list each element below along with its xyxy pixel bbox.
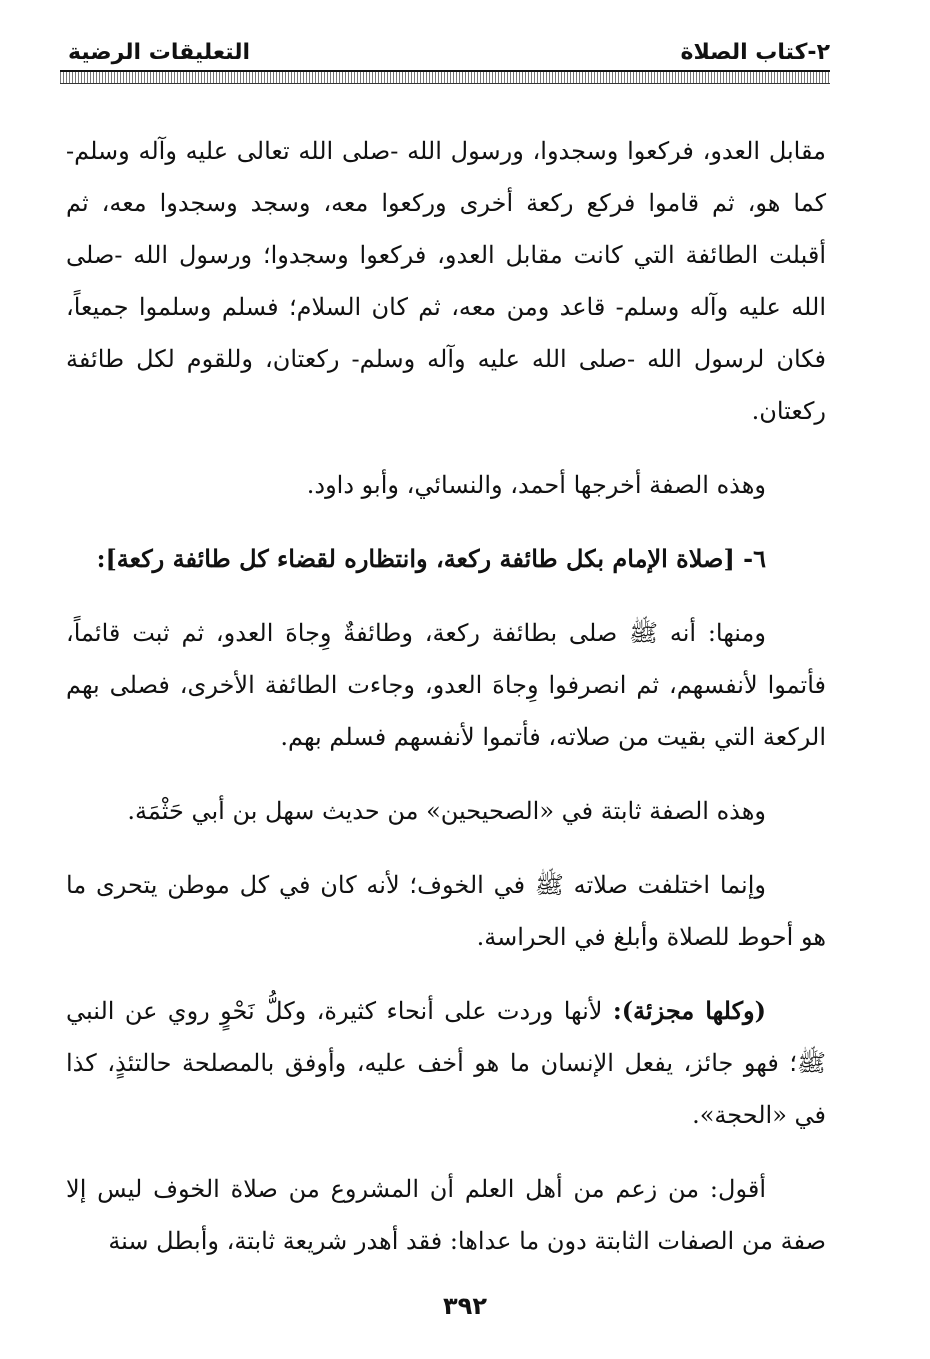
book-title: التعليقات الرضية xyxy=(68,40,251,65)
page-body xyxy=(66,125,826,1267)
commentary-text: لأنها وردت على أنحاء كثيرة، وكلُّ نَحْوٍ روي عن النبي ﷺ؛ فهو جائز، يفعل الإنسان ما هو أخف عليه، وأوفق بالمصلحة حالتئذٍ، كذا في «الحجة». xyxy=(66,997,826,1129)
paragraph-continued: مقابل العدو، فركعوا وسجدوا، ورسول الله -صلى الله تعالى عليه وآله وسلم- كما هو، ثم قاموا فركع ركعة أخرى وركعوا معه، وسجد وسجدوا معه، ثم أقبلت الطائفة التي كانت مقابل العدو، فركعوا وسجدوا؛ ورسول الله -صلى الله عليه وآله وسلم- قاعد ومن معه، ثم كان السلام؛ فسلم وسلموا جميعاً، فكان لرسول الله -صلى الله عليه وآله وسلم- ركعتان، وللقوم لكل طائفة ركعتان. xyxy=(66,137,826,425)
chapter-title: ٢-كتاب الصلاة xyxy=(680,40,830,65)
paragraph-source: وهذه الصفة أخرجها أحمد، والنسائي، وأبو داود. xyxy=(306,471,766,499)
paragraph-commentary xyxy=(66,985,826,1141)
paragraph-source-2: وهذه الصفة ثابتة في «الصحيحين» من حديث سهل بن أبي حَثْمَة. xyxy=(127,797,766,825)
page-number: ٣٩٢ xyxy=(443,1292,487,1320)
section-heading: ٦- [صلاة الإمام بكل طائفة ركعة، وانتظاره لقضاء كل طائفة ركعة]: xyxy=(96,544,766,573)
paragraph-author-note: أقول: من زعم من أهل العلم أن المشروع من صلاة الخوف ليس إلا صفة من الصفات الثابتة دون ما عداها: فقد أهدر شريعة ثابتة، وأبطل سنة xyxy=(66,1175,826,1255)
header-rule xyxy=(60,70,830,84)
running-header xyxy=(60,30,830,70)
paragraph-description: ومنها: أنه ﷺ صلى بطائفة ركعة، وطائفةٌ وِجاهَ العدو، ثم ثبت قائماً، فأتموا لأنفسهم، ثم انصرفوا وِجاهَ العدو، وجاءت الطائفة الأخرى، فصلى بهم الركعة التي بقيت من صلاته، فأتموا لأنفسهم فسلم بهم. xyxy=(66,619,826,751)
paragraph-explanation: وإنما اختلفت صلاته ﷺ في الخوف؛ لأنه كان في كل موطن يتحرى ما هو أحوط للصلاة وأبلغ في الحراسة. xyxy=(66,871,826,951)
quoted-matn: (وكلها مجزئة): xyxy=(612,996,766,1025)
